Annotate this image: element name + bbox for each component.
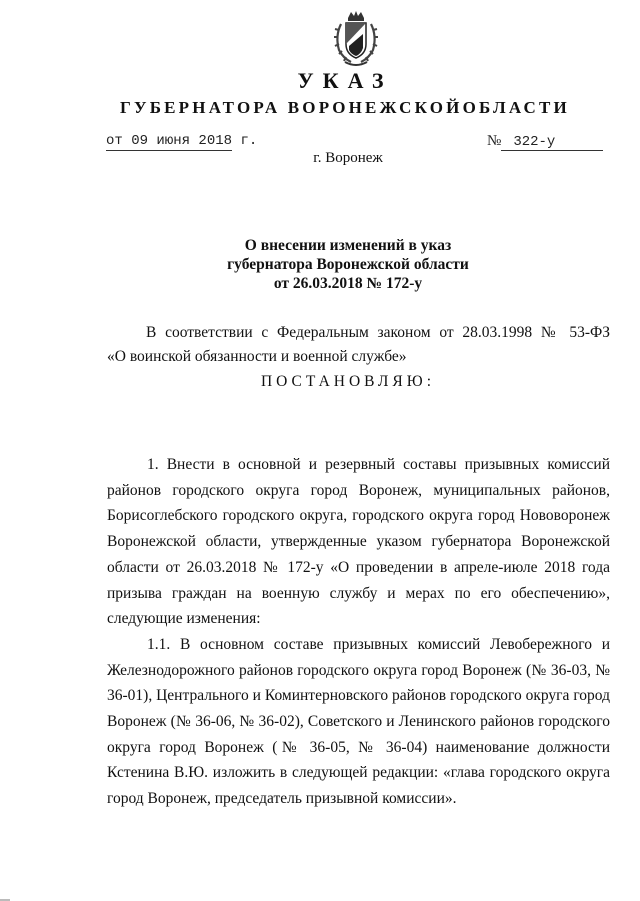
issuer-title: ГУБЕРНАТОРА ВОРОНЕЖСКОЙОБЛАСТИ bbox=[120, 98, 570, 117]
date-value: 09 июня 2018 bbox=[131, 133, 233, 149]
subject-line: О внесении изменений в указ bbox=[244, 237, 452, 254]
subject-line: губернатора Воронежской области bbox=[227, 256, 469, 273]
document-number bbox=[487, 133, 603, 151]
number-sign: № bbox=[487, 133, 502, 149]
preamble-line: В соответствии с Федеральным законом от 28.03.1998 № 53-ФЗ bbox=[146, 324, 610, 341]
paragraph-item-1: 1. Внести в основной и резервный составы призывных комиссий районов городского округа город Воронеж, муниципальных районов, Борисоглебского городского округа, городского округа город Нововоронеж Воронежской области, утвержденные указом губернатора Воронежской области от 26.03.2018 № 172-у «О проведении в апреле-июле 2018 года призыва граждан на военную службу и мерах по его обеспечению», следующие изменения: bbox=[107, 456, 610, 628]
coat-of-arms-emblem bbox=[331, 10, 381, 68]
decree-word: ПОСТАНОВЛЯЮ: bbox=[260, 373, 436, 390]
issue-city: г. Воронеж bbox=[313, 150, 383, 166]
subject-line: от 26.03.2018 № 172-у bbox=[273, 275, 423, 292]
document-type-title: УКАЗ bbox=[297, 68, 393, 93]
date-prefix: от bbox=[106, 133, 123, 149]
document-body bbox=[107, 452, 610, 812]
preamble bbox=[107, 321, 610, 369]
document-date bbox=[106, 133, 257, 149]
document-subject bbox=[0, 236, 640, 293]
date-suffix: г. bbox=[240, 133, 258, 149]
paragraph-item-1-1: 1.1. В основном составе призывных комиссий Левобережного и Железнодорожного районов городского округа город Воронеж (№ 36-03, № 36-01), Центрального и Коминтерновского районов городского округа город Воронеж (№ 36-06, № 36-02), Советского и Ленинского районов городского округа город Воронеж (№ 36-05, № 36-04) наименование должности Кстенина В.Ю. изложить в следующей редакции: «глава городского округа город Воронеж, председатель призывной комиссии». bbox=[107, 635, 610, 808]
preamble-line: «О воинской обязанности и военной службе» bbox=[107, 348, 407, 365]
number-value: 322-у bbox=[501, 134, 603, 151]
